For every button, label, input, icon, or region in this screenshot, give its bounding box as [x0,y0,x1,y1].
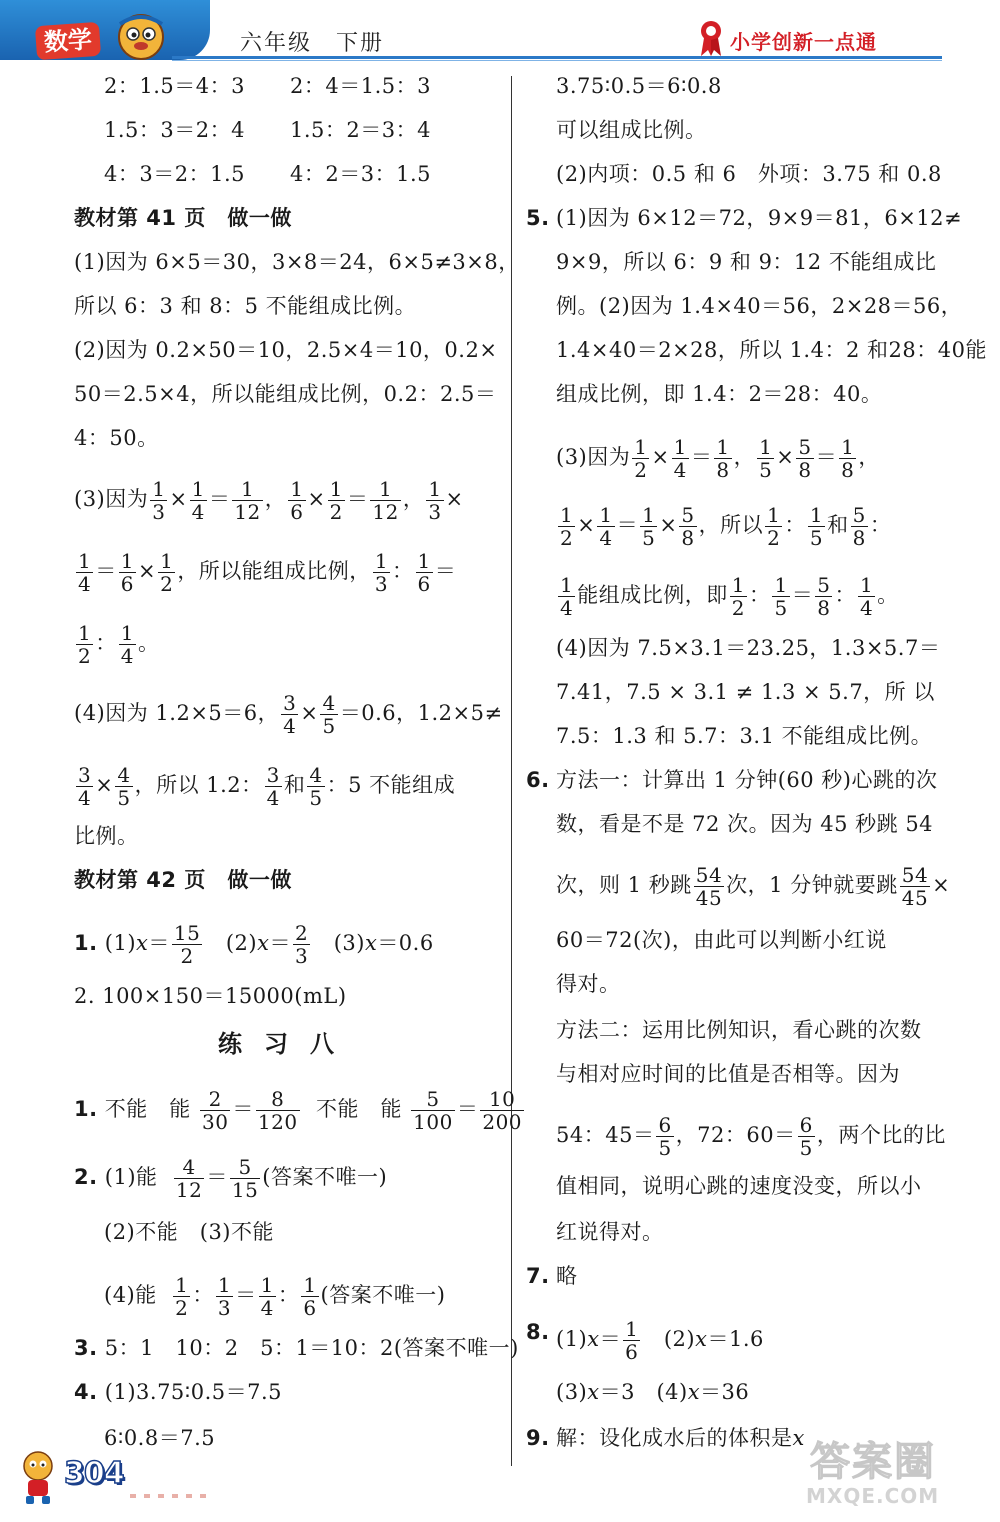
fraction: $\frac{1}{4}$ [859,573,874,620]
header-band [0,0,210,60]
text-span: (答案不唯一) [262,1165,388,1189]
fraction: $\frac{3}{4}$ [283,691,297,738]
text-line: 方法一：计算出 1 分钟(60 秒)心跳的次 [556,768,938,792]
fraction: $\frac{5}{8}$ [817,573,831,620]
answer-line: (2)不能 (3)不能 [104,1220,274,1244]
text-line: 例。(2)因为 1.4×40＝56，2×28＝56， [556,294,963,318]
question-number: 6. [526,768,550,792]
answer-line: 1. (1)x＝ $\frac{15}{2}$ (2)x＝ $\frac{2}{3}$ (3)x＝0.6 [74,921,434,968]
text-span: 54：45＝ [556,1123,655,1147]
text-span: 次，1 分钟就要跳 [726,873,898,897]
text-line: (2)内项：0.5 和 6 外项：3.75 和 0.8 [556,162,942,186]
text-line: 与相对应时间的比值是否相等。因为 [556,1062,900,1086]
text-line: (2)因为 0.2×50＝10，2.5×4＝10，0.2× [74,338,498,362]
text-line: 值相同，说明心跳的速度没变，所以小 [556,1174,922,1198]
series-brand: 小学创新一点通 [730,30,877,54]
text-span: 5：1 10：2 5：1＝10：2(答案不唯一) [104,1336,519,1360]
answer-line: 解：设化成水后的体积是x [556,1426,805,1450]
fraction: $\frac{1}{4}$ [599,503,613,550]
text-span: ＝36 [700,1380,750,1404]
text-line: (1)因为 6×12＝72，9×9＝81，6×12≠ [556,206,963,230]
fraction-line: (3)因为 $\frac{1}{2}$ × $\frac{1}{4}$ ＝ $\frac{1}{8}$ ， $\frac{1}{5}$ × $\frac{5}{8}$ ＝ $\frac{1}{8}$ ， [556,435,880,482]
fraction: $\frac{2}{3}$ [294,921,309,968]
text-line: 7.5：1.3 和 5.7：3.1 不能组成比例。 [556,724,933,748]
question-number: 7. [526,1264,550,1288]
footer-decoration [130,1494,210,1498]
fraction: $\frac{1}{4}$ [560,573,574,620]
mascot-icon [112,8,170,62]
text-line: 1.4×40＝2×28，所以 1.4：2 和28：40能 [556,338,987,362]
subject-badge: 数学 [35,22,101,60]
fraction: $\frac{1}{5}$ [774,573,788,620]
fraction: $\frac{8}{120}$ [257,1087,298,1134]
text-span: ， [402,487,425,511]
text-line: 4：50。 [74,426,159,450]
fraction-line: (3)因为 $\frac{1}{3}$ × $\frac{1}{4}$ ＝ $\frac{1}{12}$ ， $\frac{1}{6}$ × $\frac{1}{2}$ ＝ $\frac{1}{12}$ ， $\frac{1}{3}$ × [74,477,464,524]
fraction: $\frac{5}{100}$ [413,1087,453,1134]
fraction: $\frac{1}{2}$ [160,549,174,596]
fraction: $\frac{5}{8}$ [798,435,812,482]
fraction: $\frac{1}{4}$ [260,1273,274,1320]
fraction: $\frac{1}{5}$ [759,435,773,482]
text-span: ， [264,487,287,511]
text-span: ，两个比的比 [816,1123,946,1147]
fraction-line: $\frac{3}{4}$ × $\frac{4}{5}$ ，所以 1.2： $\frac{3}{4}$ 和 $\frac{4}{5}$ ：5 不能组成 [78,763,456,810]
fraction: $\frac{3}{4}$ [266,763,280,810]
fraction: $\frac{3}{4}$ [78,763,92,810]
fraction: $\frac{1}{3}$ [374,549,389,596]
question-number: 3. [74,1336,98,1360]
fraction: $\frac{5}{8}$ [681,503,695,550]
fraction-line: $\frac{1}{4}$ 能组成比例，即 $\frac{1}{2}$ ： $\frac{1}{5}$ ＝ $\frac{5}{8}$ ： $\frac{1}{4}$ 。 [560,573,899,620]
fraction: $\frac{4}{12}$ [175,1155,203,1202]
text-span: 次，则 1 秒跳 [556,873,692,897]
text-span: ，所以 1.2： [134,773,263,797]
text-line: 50＝2.5×4，所以能组成比例，0.2：2.5＝ [74,382,497,406]
text-line: 2：4＝1.5：3 [290,74,431,98]
fraction: $\frac{1}{2}$ [329,477,343,524]
text-span: (3)因为 [556,445,631,469]
fraction: $\frac{15}{2}$ [173,921,201,968]
page-number: 304 [64,1456,124,1491]
fraction: $\frac{54}{45}$ [901,863,929,910]
text-span: 和 [827,513,849,537]
text-span: (答案不唯一) [320,1283,446,1307]
text-span: 。 [137,631,160,655]
text-span: (1)3.75∶0.5＝7.5 [104,1380,283,1404]
fraction: $\frac{1}{12}$ [372,477,399,524]
fraction: $\frac{1}{2}$ [634,435,648,482]
fraction: $\frac{1}{4}$ [78,549,92,596]
fraction: $\frac{1}{4}$ [673,435,687,482]
text-span: ＝3 (4) [599,1380,688,1404]
footer-mascot-icon [14,1446,62,1506]
page-header [0,0,1000,64]
fraction: $\frac{5}{8}$ [852,503,866,550]
watermark [800,1424,990,1514]
text-span: (3) [556,1380,588,1404]
text-span: 不能 能 [104,1097,191,1121]
fraction: $\frac{1}{8}$ [716,435,730,482]
text-line: 比例。 [74,824,139,848]
fraction: $\frac{1}{2}$ [731,573,745,620]
section-heading: 教材第 41 页 做一做 [74,206,292,230]
text-line: 4：2＝3：1.5 [290,162,431,186]
text-span: 能组成比例，即 [577,583,728,607]
fraction: $\frac{10}{200}$ [482,1087,523,1134]
text-span: ＝0.6，1.2×5≠ [339,701,503,725]
section-heading: 教材第 42 页 做一做 [74,868,292,892]
text-line: 1.5：2＝3：4 [290,118,431,142]
text-line: 1.5：3＝2：4 [104,118,245,142]
fraction: $\frac{1}{2}$ [175,1273,189,1320]
column-divider [511,76,512,1466]
fraction: $\frac{1}{6}$ [625,1317,639,1364]
question-number: 4. [74,1380,98,1404]
text-line: 7.41，7.5 × 3.1 ≠ 1.3 × 5.7，所 以 [556,680,935,704]
fraction: $\frac{4}{5}$ [117,763,131,810]
answer-line: 2. (1)能 $\frac{4}{12}$ ＝ $\frac{5}{15}$ (答案不唯一) [74,1155,388,1202]
text-span: ＝0.6 [377,931,434,955]
text-line: (4)因为 7.5×3.1＝23.25，1.3×5.7＝ [556,636,941,660]
header-rule-thin [172,60,942,61]
text-span: 解：设化成水后的体积是 [556,1426,793,1450]
fraction: $\frac{1}{6}$ [303,1273,317,1320]
text-line: 60＝72(次)，由此可以判断小红说 [556,928,887,952]
question-number: 2. [74,1165,98,1189]
fraction: $\frac{1}{3}$ [217,1273,232,1320]
text-span: ，72：60＝ [675,1123,796,1147]
fraction: $\frac{1}{2}$ [560,503,574,550]
fraction-line: 次，则 1 秒跳 $\frac{54}{45}$ 次，1 分钟就要跳 $\frac{54}{45}$ × [556,863,951,910]
answer-line [74,1334,519,1362]
text-line: 2：1.5＝4：3 [104,74,245,98]
text-line: 略 [556,1264,578,1288]
fraction: $\frac{1}{3}$ [428,477,442,524]
text-span: (2) [663,1327,696,1351]
text-line: 3.75∶0.5＝6∶0.8 [556,74,722,98]
text-span: (4)因为 1.2×5＝6， [74,701,280,725]
fraction: $\frac{1}{12}$ [234,477,261,524]
answer-line: (3)x＝3 (4)x＝36 [556,1380,750,1404]
answer-line [74,1378,282,1406]
fraction: $\frac{5}{15}$ [231,1155,259,1202]
text-line: 4：3＝2：1.5 [104,162,245,186]
fraction: $\frac{6}{5}$ [799,1113,813,1160]
text-line: 红说得对。 [556,1220,664,1244]
text-line: 9×9，所以 6：9 和 9：12 不能组成比 [556,250,937,274]
fraction: $\frac{1}{5}$ [809,503,824,550]
fraction-line: $\frac{1}{4}$ ＝ $\frac{1}{6}$ × $\frac{1}{2}$ ，所以能组成比例， $\frac{1}{3}$ ： $\frac{1}{6}$ ＝ [78,549,457,596]
watermark-url: MXQE.COM [806,1484,940,1508]
text-line: (1)因为 6×5＝30，3×8＝24，6×5≠3×8， [74,250,520,274]
fraction: $\frac{1}{6}$ [120,549,134,596]
fraction: $\frac{1}{6}$ [290,477,304,524]
text-line: 得对。 [556,972,621,996]
answer-line: 1. 不能 能 $\frac{2}{30}$ ＝ $\frac{8}{120}$ 不能 能 $\frac{5}{100}$ ＝ $\frac{10}{200}$ [74,1087,523,1134]
fraction: $\frac{6}{5}$ [658,1113,672,1160]
text-span: (4)能 [104,1283,157,1307]
fraction: $\frac{1}{4}$ [120,621,134,668]
text-line: 组成比例，即 1.4：2＝28：40。 [556,382,883,406]
question-number: 8. [526,1320,550,1344]
fraction: $\frac{1}{3}$ [152,477,166,524]
fraction: $\frac{1}{6}$ [417,549,431,596]
answer-line: (4)能 $\frac{1}{2}$ ： $\frac{1}{3}$ ＝ $\frac{1}{4}$ ： $\frac{1}{6}$ (答案不唯一) [104,1273,446,1320]
fraction: $\frac{1}{4}$ [191,477,205,524]
text-span: (2) [225,931,258,955]
fraction: $\frac{2}{30}$ [201,1087,229,1134]
fraction: $\frac{54}{45}$ [695,863,723,910]
fraction-line [556,1114,946,1159]
ribbon-icon [698,18,724,58]
text-span: 不能 能 [315,1097,402,1121]
grade-title: 六年级 下册 [240,31,385,56]
text-line: 数，看是不是 72 次。因为 45 秒跳 54 [556,812,934,836]
fraction-line: $\frac{1}{2}$ ： $\frac{1}{4}$ 。 [78,621,160,668]
fraction: $\frac{1}{5}$ [642,503,656,550]
text-span: (1)能 [104,1165,158,1189]
question-number: 5. [526,206,550,230]
fraction-line: (4)因为 1.2×5＝6， $\frac{3}{4}$ × $\frac{4}{5}$ ＝0.6，1.2×5≠ [74,691,503,738]
question-number: 9. [526,1426,550,1450]
answer-line: 2. 100×150＝15000(mL) [74,984,347,1008]
text-span: ：5 不能组成 [326,773,456,797]
answer-line: 6∶0.8＝7.5 [104,1426,216,1450]
text-span: ，所以能组成比例， [177,559,371,583]
fraction: $\frac{1}{2}$ [78,621,92,668]
fraction-line: $\frac{1}{2}$ × $\frac{1}{4}$ ＝ $\frac{1}{5}$ × $\frac{5}{8}$ ，所以 $\frac{1}{2}$ ： $\frac{1}{5}$ 和 $\frac{5}{8}$ ： [560,503,892,550]
text-line: 方法二：运用比例知识，看心跳的次数 [556,1018,922,1042]
text-span: ＝1.6 [707,1327,764,1351]
text-span: (1) [104,931,137,955]
fraction: $\frac{1}{2}$ [767,503,781,550]
answer-line: (1)x＝ $\frac{1}{6}$ (2)x＝1.6 [556,1317,764,1364]
fraction: $\frac{1}{8}$ [841,435,855,482]
question-number: 1. [74,1097,98,1121]
text-span: (3)因为 [74,487,149,511]
text-span: (1) [556,1327,588,1351]
text-span: (3) [333,931,365,955]
exercise-title: 练习八 [218,1030,356,1058]
question-number: 1. [74,931,98,955]
text-span: ，所以 [698,513,764,537]
fraction: $\frac{4}{5}$ [322,691,336,738]
fraction: $\frac{4}{5}$ [309,763,323,810]
text-span: 和 [283,773,306,797]
text-line: 所以 6：3 和 8：5 不能组成比例。 [74,294,417,318]
text-line: 可以组成比例。 [556,118,707,142]
watermark-text: 答案圈 [810,1439,936,1485]
